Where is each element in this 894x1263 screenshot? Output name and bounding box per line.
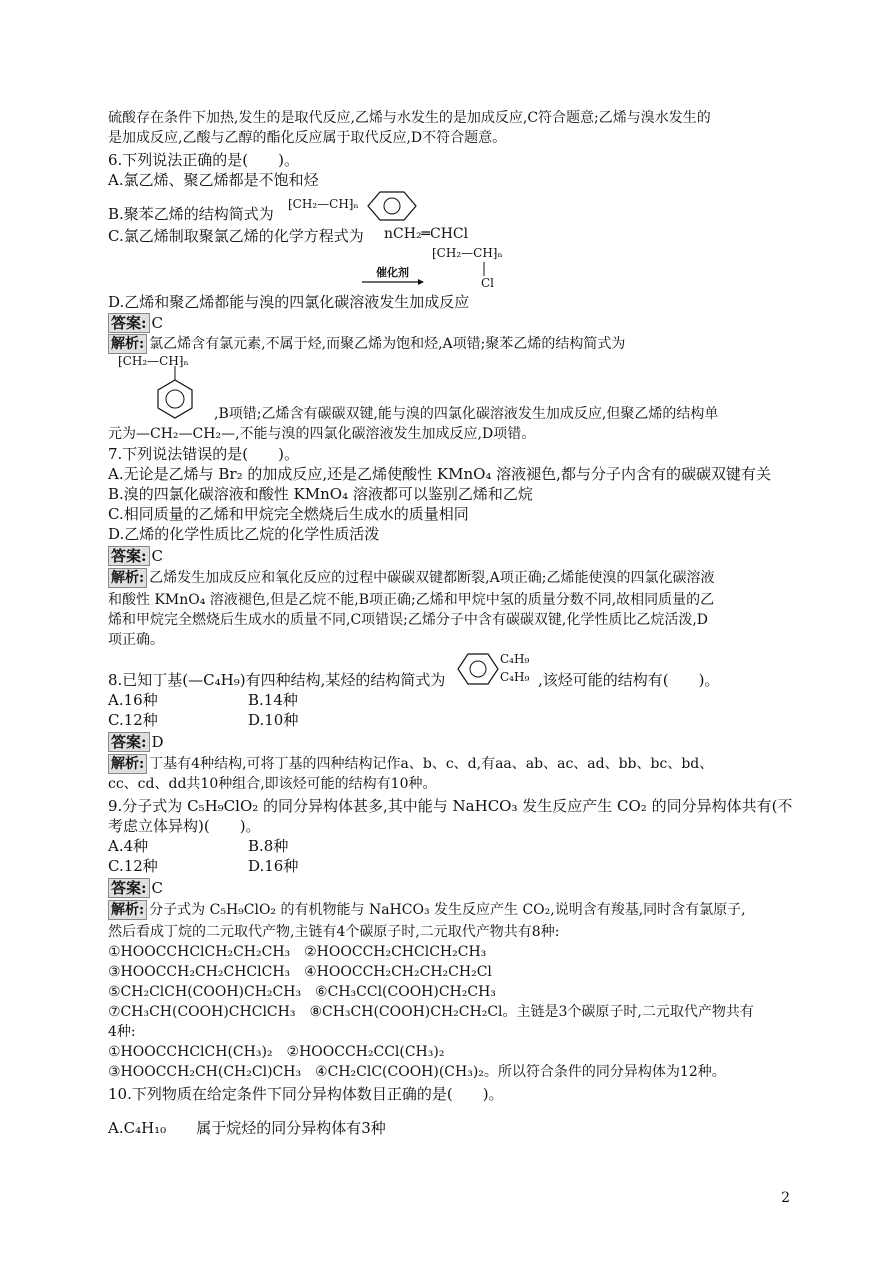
analysis-8-line-2: cc、cd、dd共10种组合,即该烃可能的结构有10种。: [108, 776, 437, 792]
analysis-7-line-1: [108, 568, 714, 588]
answer-value: C: [151, 314, 164, 332]
analysis-label: 解析:: [108, 568, 147, 588]
answer-label: 答案:: [108, 546, 150, 566]
analysis-9-line-6: ⑦CH₃CH(COOH)CHClCH₃ ⑧CH₃CH(COOH)CH₂CH₂Cl。主链是3个碳原子时,二元取代产物共有: [108, 1004, 754, 1020]
pvc-chain-formula: ⁅CH₂—CH⁆ₙ: [432, 246, 503, 260]
analysis-6-line-2: ,B项错;乙烯含有碳碳双键,能与溴的四氯化碳溶液发生加成反应,但聚乙烯的结构单: [214, 406, 719, 422]
question-8-tail: ,该烃可能的结构有( )。: [538, 671, 720, 689]
question-6: 6.下列说法正确的是( )。: [108, 151, 300, 169]
catalyst-label: 催化剂: [376, 266, 409, 279]
polystyrene-chain-formula-2: ⁅CH₂—CH⁆ₙ: [118, 354, 189, 368]
option-10a: A.C₄H₁₀ 属于烷烃的同分异构体有3种: [108, 1119, 386, 1137]
option-6d: D.乙烯和聚乙烯都能与溴的四氯化碳溶液发生加成反应: [108, 293, 470, 311]
answer-label: 答案:: [108, 878, 150, 898]
text-line: 是加成反应,乙酸与乙醇的酯化反应属于取代反应,D不符合题意。: [108, 130, 507, 146]
text-line: 硫酸存在条件下加热,发生的是取代反应,乙烯与水发生的是加成反应,C符合题意;乙烯与溴水发生的: [108, 110, 711, 126]
option-9a: A.4种: [108, 837, 149, 855]
disubstituted-benzene-diagram: [456, 652, 504, 686]
reaction-arrow: [362, 278, 424, 286]
answer-6: [108, 313, 163, 333]
benzene-ring-diagram: [366, 190, 426, 224]
question-10: 10.下列物质在给定条件下同分异构体数目正确的是( )。: [108, 1085, 504, 1103]
analysis-text: 氯乙烯含有氯元素,不属于烃,而聚乙烯为饱和烃,A项错;聚苯乙烯的结构简式为: [149, 336, 626, 352]
option-6c: C.氯乙烯制取聚氯乙烯的化学方程式为: [108, 227, 364, 245]
analysis-label: 解析:: [108, 754, 147, 774]
analysis-9-line-1: [108, 900, 746, 920]
answer-label: 答案:: [108, 732, 150, 752]
analysis-9-line-5: ⑤CH₂ClCH(COOH)CH₂CH₃ ⑥CH₃CCl(COOH)CH₂CH₃: [108, 984, 496, 1000]
option-8c: C.12种: [108, 711, 158, 729]
option-9b: B.8种: [248, 837, 289, 855]
question-9-line-2: 考虑立体异构)( )。: [108, 817, 261, 835]
analysis-7-line-4: 项正确。: [108, 632, 164, 648]
option-8b: B.14种: [248, 691, 298, 709]
option-8d: D.10种: [248, 711, 299, 729]
analysis-text: 分子式为 C₅H₉ClO₂ 的有机物能与 NaHCO₃ 发生反应产生 CO₂,说明含有羧基,同时含有氯原子,: [149, 902, 746, 918]
answer-9: [108, 878, 163, 898]
analysis-9-line-8: ①HOOCCHClCH(CH₃)₂ ②HOOCCH₂CCl(CH₃)₂: [108, 1044, 445, 1060]
option-7b: B.溴的四氯化碳溶液和酸性 KMnO₄ 溶液都可以鉴别乙烯和乙烷: [108, 485, 533, 503]
option-7c: C.相同质量的乙烯和甲烷完全燃烧后生成水的质量相同: [108, 505, 469, 523]
analysis-6-line-3: 元为—CH₂—CH₂—,不能与溴的四氯化碳溶液发生加成反应,D项错。: [108, 426, 536, 442]
option-9c: C.12种: [108, 857, 158, 875]
analysis-7-line-3: 烯和甲烷完全燃烧后生成水的质量不同,C项错误;乙烯分子中含有碳碳双键,化学性质比乙烷活泼,D: [108, 612, 709, 628]
vinyl-chloride-formula: nCH₂═CHCl: [384, 226, 469, 242]
option-8a: A.16种: [108, 691, 158, 709]
analysis-7-line-2: 和酸性 KMnO₄ 溶液褪色,但是乙烷不能,B项正确;乙烯和甲烷中氢的质量分数不同,故相同质量的乙: [108, 592, 715, 608]
analysis-9-line-9: ③HOOCCH₂CH(CH₂Cl)CH₃ ④CH₂ClC(COOH)(CH₃)₂。所以符合条件的同分异构体为12种。: [108, 1064, 726, 1080]
analysis-label: 解析:: [108, 334, 147, 354]
analysis-9-line-7: 4种:: [108, 1024, 136, 1040]
analysis-9-line-4: ③HOOCCH₂CH₂CHClCH₃ ④HOOCCH₂CH₂CH₂CH₂Cl: [108, 964, 492, 980]
analysis-text: 丁基有4种结构,可将丁基的四种结构记作a、b、c、d,有aa、ab、ac、ad、bb、bc、bd、: [149, 756, 714, 772]
analysis-9-line-2: 然后看成丁烷的二元取代产物,主链有4个碳原子时,二元取代产物共有8种:: [108, 924, 560, 940]
analysis-text: 乙烯发生加成反应和氧化反应的过程中碳碳双键都断裂,A项正确;乙烯能使溴的四氯化碳溶液: [149, 570, 715, 586]
question-9-line-1: 9.分子式为 C₅H₉ClO₂ 的同分异构体甚多,其中能与 NaHCO₃ 发生反应产生 CO₂ 的同分异构体共有(不: [108, 797, 793, 815]
option-7a: A.无论是乙烯与 Br₂ 的加成反应,还是乙烯使酸性 KMnO₄ 溶液褪色,都与分子内含有的碳碳双键有关: [108, 465, 771, 483]
option-7d: D.乙烯的化学性质比乙烷的化学性质活泼: [108, 525, 380, 543]
analysis-8-line-1: [108, 754, 713, 774]
answer-value: C: [151, 879, 164, 897]
option-6b: B.聚苯乙烯的结构简式为: [108, 205, 274, 223]
substituent-1: C₄H₉: [500, 652, 530, 666]
answer-value: C: [151, 547, 164, 565]
option-9d: D.16种: [248, 857, 299, 875]
benzene-ring-diagram-2: [150, 366, 200, 420]
substituent-2: C₄H₉: [500, 670, 530, 684]
answer-label: 答案:: [108, 313, 150, 333]
option-6a: A.氯乙烯、聚乙烯都是不饱和烃: [108, 171, 319, 189]
answer-7: [108, 546, 163, 566]
answer-8: [108, 732, 164, 752]
polystyrene-chain-formula: ⁅CH₂—CH⁆ₙ: [288, 197, 359, 211]
analysis-6-line-1: [108, 334, 625, 354]
pvc-chlorine-label: Cl: [481, 276, 495, 290]
page-number: 2: [781, 1190, 790, 1206]
answer-value: D: [151, 733, 164, 751]
analysis-9-line-3: ①HOOCCHClCH₂CH₂CH₃ ②HOOCCH₂CHClCH₂CH₃: [108, 944, 487, 960]
question-8: 8.已知丁基(—C₄H₉)有四种结构,某烃的结构简式为: [108, 671, 446, 689]
analysis-label: 解析:: [108, 900, 147, 920]
question-7: 7.下列说法错误的是( )。: [108, 445, 300, 463]
